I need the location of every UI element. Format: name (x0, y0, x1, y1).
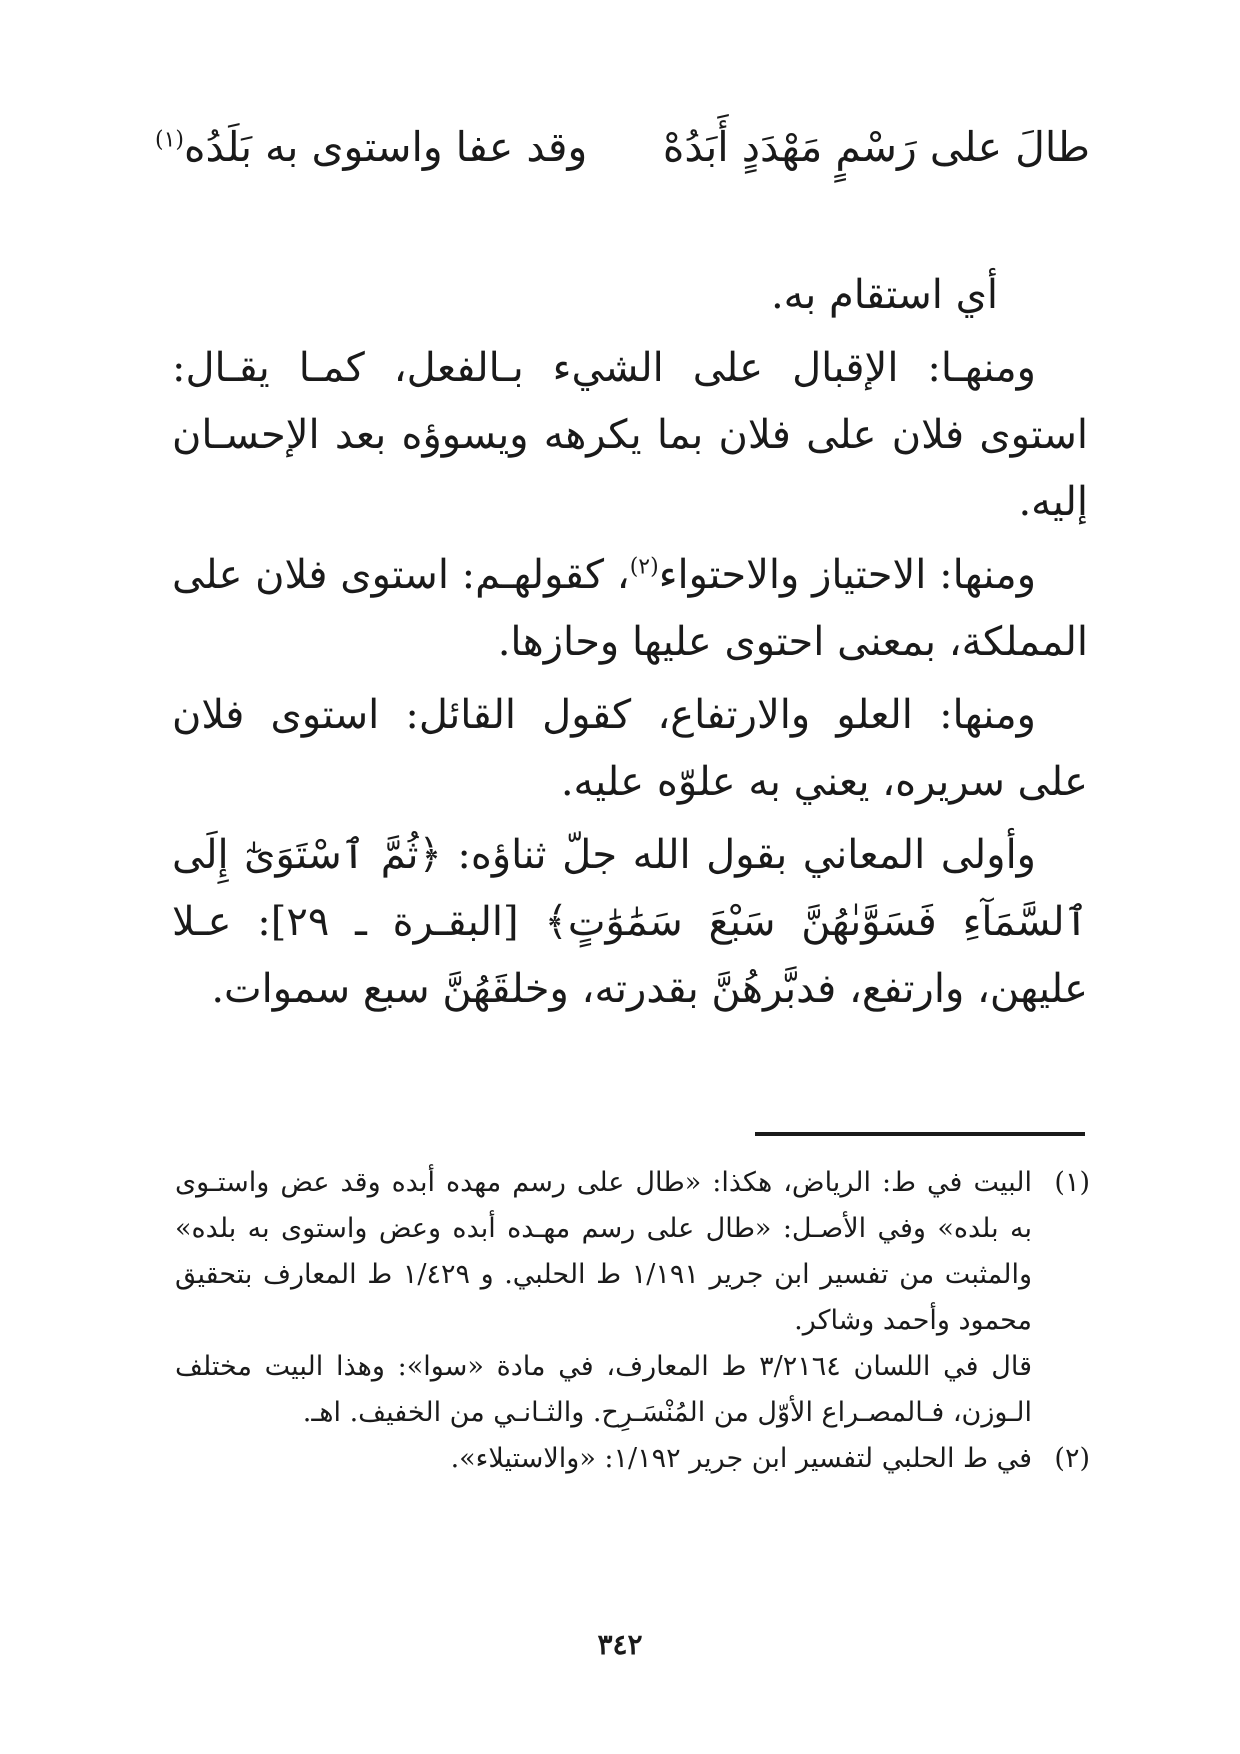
verse-second-hemistich (155, 112, 587, 182)
footnote-ref-2[interactable]: (٢) (629, 554, 659, 580)
paragraph-3-text-before: ومنها: الاحتياز والاحتواء (658, 552, 1037, 598)
paragraph-3-text-after: ، كقولهـم: استوى فلان على المملكة، بمعنى احتوى عليها وحازها. (172, 552, 1088, 665)
footnote-2-line-1: في ط الحلبي لتفسير ابن جرير ١/١٩٢: «والاستيلاء». (450, 1443, 1032, 1474)
verse-first-hemistich: طالَ على رَسْمٍ مَهْدَدٍ أَبَدُهْ (662, 123, 1090, 171)
footnote-1-line-2: قال في اللسان ٣/٢١٦٤ ط المعارف، في مادة «سوا»: وهذا البيت مختلف الـوزن، فـالمصـراع الأوّل من المُنْسَـرِح. والثـانـي من الخفيف. اهـ. (175, 1351, 1032, 1428)
footnote-body (175, 1160, 1032, 1436)
footnote-body (175, 1436, 1032, 1482)
paragraph-3 (172, 542, 1088, 676)
footnote-2 (175, 1436, 1090, 1482)
paragraph-4: ومنها: العلو والارتفاع، كقول القائل: استوى فلان على سريره، يعني به علوّه عليه. (172, 692, 1088, 805)
footnote-number: (٢) (1054, 1443, 1090, 1474)
footnote-separator (755, 1132, 1085, 1136)
poetry-verse (155, 112, 1090, 182)
footnote-1 (175, 1160, 1090, 1436)
paragraph-5: وأولى المعاني بقول الله جلّ ثناؤه: ﴿ثُمَّ ٱسْتَوَىٰٓ إِلَى ٱلسَّمَآءِ فَسَوَّىٰهُنَّ سَبْعَ سَمَٰوَٰتٍ﴾ [البقـرة ـ ٢٩]: عـلا عليهن، وارتفع، فدبَّرهُنَّ بقدرته، وخلقَهُنَّ سبع سموات. (172, 832, 1089, 1012)
paragraph-2: ومنهـا: الإقبال على الشيء بـالفعل، كمـا يقـال: استوى فلان على فلان بما يكرهه ويسوؤه بعد الإحسـان إليه. (172, 345, 1088, 525)
page-number: ٣٤٢ (597, 1628, 643, 1661)
main-text (172, 262, 1088, 1029)
footnote-ref-1[interactable]: (١) (155, 127, 185, 153)
footnotes (175, 1160, 1090, 1482)
paragraph-1: أي استقام به. (770, 272, 998, 318)
footnote-1-line-1: البيت في ط: الرياض، هكذا: «طال على رسم مهده أبده وقد عض واستـوى به بلده» وفي الأصـل: «طال على رسم مهـده أبده وعض واستوى به بلده» والمثبت من تفسير ابن جرير ١/١٩١ ط الحلبي. و ١/٤٢٩ ط المعارف بتحقيق محمود وأحمد وشاكر. (175, 1167, 1032, 1336)
verse-second-hemistich-text: وقد عفا واستوى به بَلَدُه (184, 123, 588, 171)
footnote-number: (١) (1054, 1167, 1090, 1198)
